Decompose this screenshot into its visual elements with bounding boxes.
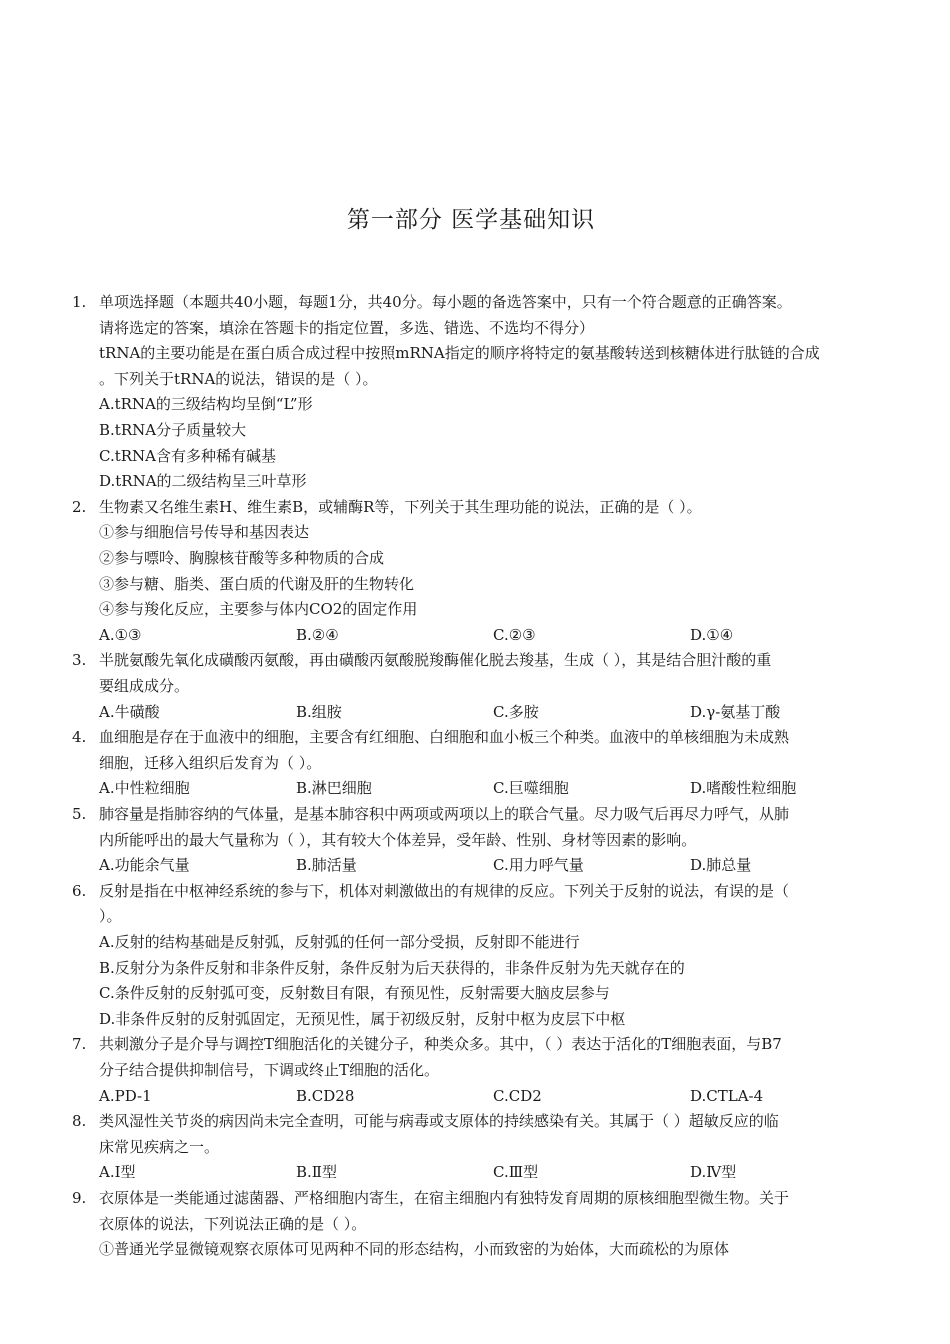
answer-option: A.tRNA的三级结构均呈倒“L”形 [99,395,313,414]
answer-option: D.非条件反射的反射弧固定，无预见性，属于初级反射，反射中枢为皮层下中枢 [99,1009,626,1028]
statement: ①参与细胞信号传导和基因表达 [99,523,310,542]
question-text: 反射是指在中枢神经系统的参与下，机体对刺激做出的有规律的反应。下列关于反射的说法，有误的是（ [99,881,790,900]
answer-option-b: B.淋巴细胞 [296,779,372,798]
answer-option-a: A.Ⅰ型 [99,1163,136,1182]
question-text: 共刺激分子是介导与调控T细胞活化的关键分子，种类众多。其中，（ ）表达于活化的T细胞表面，与B7 [99,1035,782,1054]
statement: ①普通光学显微镜观察衣原体可见两种不同的形态结构，小而致密的为始体，大而疏松的为原体 [99,1240,730,1259]
answer-option-c: C.Ⅲ型 [493,1163,539,1182]
question-number: 9. [72,1189,87,1207]
question-number: 1. [72,293,87,311]
question-text: 内所能呼出的最大气量称为（ ），其有较大个体差异，受年龄、性别、身材等因素的影响。 [99,830,697,849]
answer-option-c: C.CD2 [493,1086,542,1105]
answer-option-c: C.②③ [493,625,536,644]
answer-option: B.tRNA分子质量较大 [99,421,247,439]
answer-option: B.反射分为条件反射和非条件反射，条件反射为后天获得的，非条件反射为先天就存在的 [99,958,685,977]
question-text: 生物素又名维生素H、维生素B，或辅酶R等，下列关于其生理功能的说法，正确的是（ ）。 [99,497,702,516]
answer-option-d: D.肺总量 [690,856,752,875]
question-text: 细胞，迁移入组织后发育为（ ）。 [99,753,322,772]
answer-option-b: B.②④ [296,625,339,644]
answer-option-d: D.Ⅳ型 [690,1163,737,1182]
question-number: 3. [72,651,87,670]
answer-option-c: C.多胺 [493,702,539,721]
question-text: tRNA的主要功能是在蛋白质合成过程中按照mRNA指定的顺序将特定的氨基酸转送到核糖体进行肽链的合成 [99,344,820,363]
answer-option: A.反射的结构基础是反射弧，反射弧的任何一部分受损，反射即不能进行 [99,932,580,951]
answer-option-a: A.中性粒细胞 [99,779,190,798]
question-text: 半胱氨酸先氧化成磺酸丙氨酸，再由磺酸丙氨酸脱羧酶催化脱去羧基，生成（ ），其是结合胆汁酸的重 [99,651,772,670]
answer-option-d: D.CTLA-4 [690,1086,764,1105]
question-text: 肺容量是指肺容纳的气体量，是基本肺容积中两项或两项以上的联合气量。尽力吸气后再尽力呼气，从肺 [99,805,790,823]
answer-option-a: A.PD-1 [99,1086,152,1105]
answer-option-c: C.巨噬细胞 [493,779,569,798]
answer-option-a: A.功能余气量 [99,856,190,875]
question-text: ）。 [99,907,122,926]
question-text: 类风湿性关节炎的病因尚未完全查明，可能与病毒或支原体的持续感染有关。其属于（ ）超敏反应的临 [99,1112,779,1131]
question-text: 单项选择题（本题共40小题，每题1分，共40分。每小题的备选答案中，只有一个符合题意的正确答案。 [99,293,792,311]
question-text: 要组成成分。 [99,676,190,695]
answer-option-d: D.嗜酸性粒细胞 [690,779,797,798]
answer-option-b: B.CD28 [296,1086,355,1105]
answer-option: C.tRNA含有多种稀有碱基 [99,446,276,465]
answer-option-a: A.牛磺酸 [99,702,160,721]
page-title: 第一部分 医学基础知识 [346,207,596,233]
question-number: 5. [72,805,87,823]
question-text: 。下列关于tRNA的说法，错误的是（ ）。 [99,369,378,388]
question-number: 2. [72,497,87,516]
answer-option-a: A.①③ [99,625,142,644]
answer-option: C.条件反射的反射弧可变，反射数目有限，有预见性，反射需要大脑皮层参与 [99,984,610,1003]
question-text: 分子结合提供抑制信号，下调或终止T细胞的活化。 [99,1060,440,1079]
statement: ③参与糖、脂类、蛋白质的代谢及肝的生物转化 [99,574,415,593]
question-text: 衣原体是一类能通过滤菌器、严格细胞内寄生，在宿主细胞内有独特发育周期的原核细胞型微生物。关于 [99,1189,790,1207]
question-number: 8. [72,1112,87,1131]
answer-option-d: D.γ-氨基丁酸 [690,702,781,721]
answer-option-d: D.①④ [690,625,734,644]
statement: ②参与嘌呤、胸腺核苷酸等多种物质的合成 [99,548,385,567]
question-number: 4. [72,728,87,747]
question-number: 7. [72,1035,87,1054]
question-text: 血细胞是存在于血液中的细胞，主要含有红细胞、白细胞和血小板三个种类。血液中的单核细胞为未成熟 [99,728,790,747]
question-text: 床常见疾病之一。 [99,1137,220,1156]
answer-option-b: B.组胺 [296,702,342,721]
question-number: 6. [72,881,87,900]
question-text: 衣原体的说法，下列说法正确的是（ ）。 [99,1214,367,1233]
answer-option-c: C.用力呼气量 [493,856,584,875]
question-text: 请将选定的答案，填涂在答题卡的指定位置，多选、错选、不选均不得分） [99,318,595,337]
answer-option: D.tRNA的二级结构呈三叶草形 [99,472,307,491]
statement: ④参与羧化反应，主要参与体内CO2的固定作用 [99,600,418,619]
answer-option-b: B.肺活量 [296,856,357,875]
answer-option-b: B.Ⅱ型 [296,1163,337,1182]
